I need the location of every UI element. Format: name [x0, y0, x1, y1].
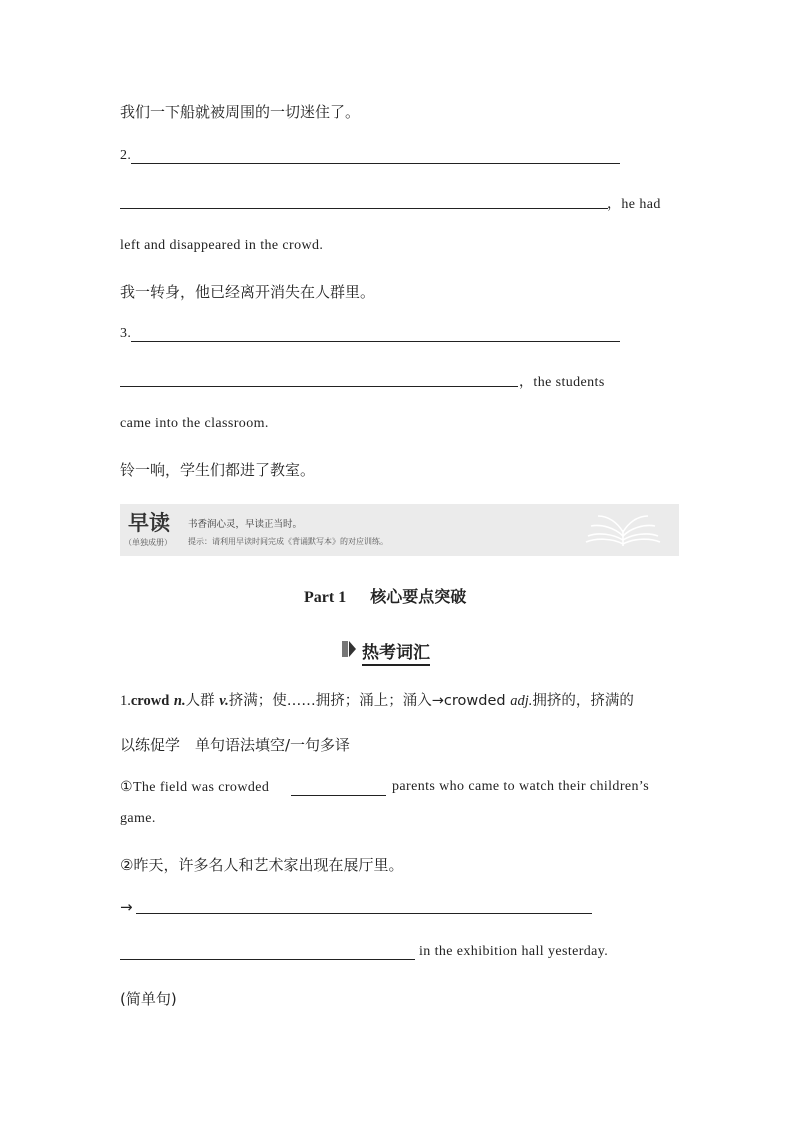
question-1-continued: game. [120, 811, 156, 826]
item-3-english: came into the classroom. [120, 416, 269, 431]
vocab-meaning-noun: 人群 [185, 693, 220, 709]
vocab-number: 1. [120, 693, 131, 709]
question-1-start: ①The field was crowded [120, 780, 270, 795]
vocab-meaning-verb: 挤满；使……拥挤；涌上；涌入→ [228, 693, 444, 709]
morning-reading-banner [120, 504, 679, 556]
sentence-1-chinese: 我们一下船就被周围的一切迷住了。 [120, 103, 361, 121]
answer-blank-q1[interactable] [291, 795, 386, 796]
answer-blank-q2a[interactable] [136, 913, 592, 914]
banner-title: 早读 [128, 511, 170, 535]
part-heading [304, 584, 466, 607]
open-book-icon [582, 510, 664, 550]
item-2-tail: ，he had [607, 197, 661, 212]
vocab-pos-noun: n. [173, 693, 186, 709]
vocab-pos-adj: adj. [510, 693, 533, 709]
answer-blank-2a[interactable] [131, 163, 620, 164]
section-marker-icon [342, 641, 356, 657]
question-2-note: (简单句) [120, 990, 177, 1008]
answer-blank-3b[interactable] [120, 386, 518, 387]
banner-slogan: 书香润心灵，早读正当时。 [188, 519, 303, 530]
vocab-meaning-adj: 拥挤的，挤满的 [532, 693, 634, 709]
item-2-number: 2. [120, 148, 132, 163]
item-3-chinese: 铃一响，学生们都进了教室。 [120, 461, 316, 479]
practice-heading: 以练促学 单句语法填空/一句多译 [120, 736, 351, 754]
question-2-tail: in the exhibition hall yesterday. [419, 944, 609, 959]
part-label: Part 1 [304, 589, 347, 606]
item-2-english: left and disappeared in the crowd. [120, 238, 324, 253]
answer-blank-3a[interactable] [131, 341, 620, 342]
answer-blank-2b[interactable] [120, 208, 608, 209]
question-2-arrow: → [120, 898, 133, 916]
question-2-chinese: ②昨天，许多名人和艺术家出现在展厅里。 [120, 856, 404, 874]
section-title: 热考词汇 [362, 638, 430, 666]
vocab-word: crowd [130, 693, 170, 709]
vocab-pos-verb: v. [219, 693, 229, 709]
banner-subtitle: （单独成册） [124, 538, 172, 547]
part-title: 核心要点突破 [370, 587, 467, 606]
item-3-number: 3. [120, 326, 132, 341]
answer-blank-q2b[interactable] [120, 959, 415, 960]
vocab-derived: crowded [443, 693, 511, 709]
vocab-entry [120, 689, 634, 710]
item-3-tail: ，the students [519, 375, 605, 390]
question-1-end: parents who came to watch their children’s [392, 779, 650, 794]
banner-tip: 提示：请利用早读时间完成《背诵默写本》的对应训练。 [188, 537, 388, 546]
item-2-chinese: 我一转身，他已经离开消失在人群里。 [120, 283, 376, 301]
